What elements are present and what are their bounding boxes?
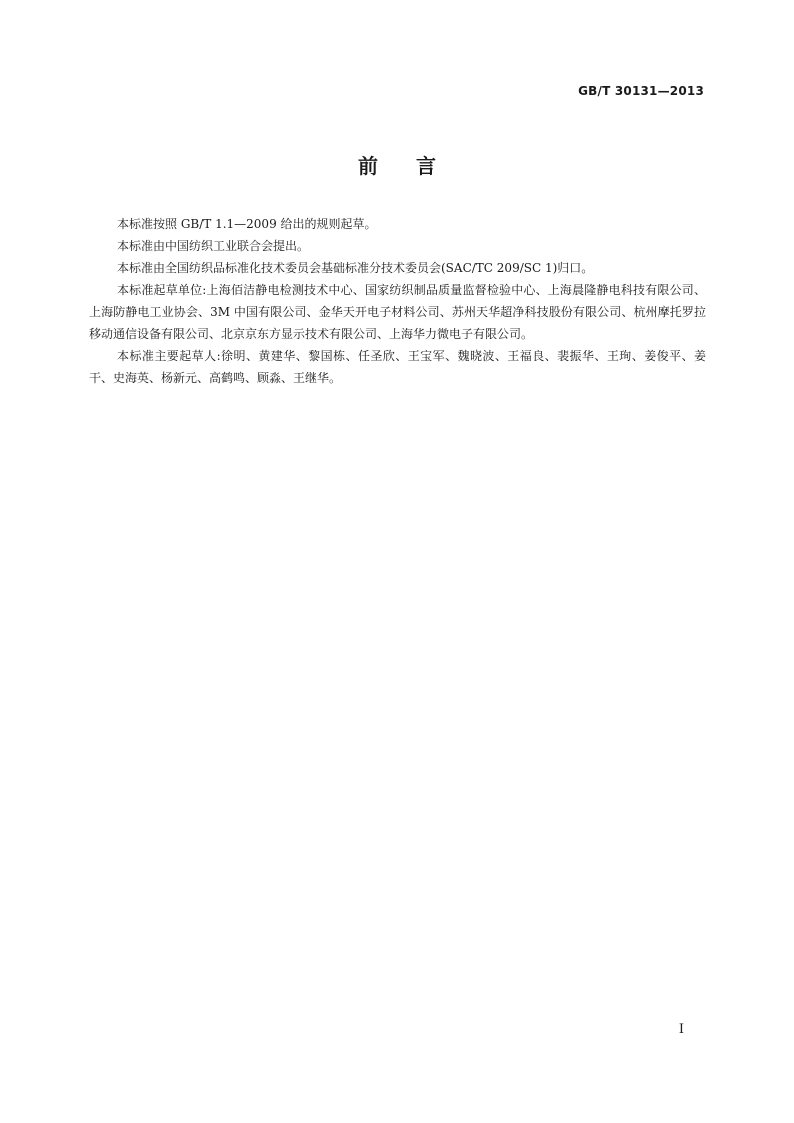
- paragraph-drafting-units: 本标准起草单位:上海佰洁静电检测技术中心、国家纺织制品质量监督检验中心、上海晨隆静电科技有限公司、上海防静电工业协会、3M 中国有限公司、金华天开电子材料公司、苏州天华超净科技股份有限公司、杭州摩托罗拉移动通信设备有限公司、北京京东方显示技术有限公司、上海华力微电子有限公司。: [89, 283, 706, 341]
- paragraph-proposer: 本标准由中国纺织工业联合会提出。: [117, 239, 310, 253]
- page-number: I: [678, 1022, 684, 1037]
- standard-code: GB/T 30131—2013: [578, 84, 704, 98]
- page-title: 前言: [358, 154, 474, 178]
- paragraph-drafters: 本标准主要起草人:徐明、黄建华、黎国栋、任圣欣、王宝军、魏晓波、王福良、裴振华、王珣、姜俊平、姜干、史海英、杨新元、高鹤鸣、顾淼、王继华。: [89, 349, 706, 385]
- preface-body: [89, 213, 706, 389]
- paragraph-technical-committee: 本标准由全国纺织品标准化技术委员会基础标准分技术委员会(SAC/TC 209/SC 1)归口。: [117, 261, 594, 275]
- paragraph-drafting-rules: 本标准按照 GB/T 1.1—2009 给出的规则起草。: [117, 217, 377, 231]
